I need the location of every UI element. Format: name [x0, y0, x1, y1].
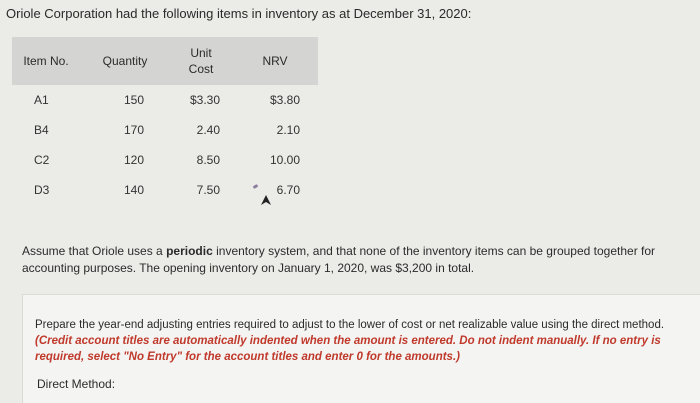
instruction-main: Prepare the year-end adjusting entries required to adjust to the lower of cost or net realizable value using the direct method.: [35, 319, 665, 331]
cell-quantity: 150: [123, 93, 144, 107]
cell-quantity: 140: [123, 183, 144, 197]
column-header-unit-cost: [170, 37, 232, 85]
cell-unit-cost: 2.40: [196, 123, 220, 137]
direct-method-label: Direct Method:: [37, 377, 116, 391]
cell-nrv: 6.70: [276, 183, 300, 197]
cell-quantity: 170: [123, 123, 144, 137]
instruction-paragraph: [35, 317, 685, 365]
table-row: [12, 115, 318, 145]
mouse-cursor-icon: [261, 195, 271, 207]
unit-cost-header-line1: Unit: [190, 46, 212, 60]
table-row: [12, 175, 318, 205]
cell-unit-cost: $3.30: [189, 93, 220, 107]
inventory-table: [12, 37, 318, 205]
cell-item: D3: [34, 183, 50, 197]
column-header-item: Item No.: [12, 37, 80, 85]
cell-nrv: 10.00: [269, 153, 300, 167]
column-header-nrv: NRV: [232, 37, 318, 85]
cell-item: B4: [34, 123, 49, 137]
page-title: Oriole Corporation had the following items in inventory as at December 31, 2020:: [6, 6, 472, 21]
instruction-panel: [22, 294, 700, 403]
periodic-emphasis: periodic: [166, 244, 213, 258]
cell-nrv: 2.10: [276, 123, 300, 137]
assumption-prefix: Assume that Oriole uses a: [22, 244, 167, 258]
cell-item: A1: [34, 93, 49, 107]
table-row: [12, 85, 318, 115]
column-header-quantity: Quantity: [80, 37, 170, 85]
instruction-note: (Credit account titles are automatically indented when the amount is entered. Do not indent manually. If no entry is required, select "No Entry" for the account titles and enter 0 for the amounts.): [35, 335, 661, 363]
table-row: [12, 145, 318, 175]
table-header-row: [12, 37, 318, 85]
cell-nrv: $3.80: [269, 93, 300, 107]
cell-unit-cost: 8.50: [196, 153, 220, 167]
cell-item: C2: [34, 153, 50, 167]
assumption-paragraph: [22, 243, 690, 277]
cell-unit-cost: 7.50: [196, 183, 220, 197]
unit-cost-header-line2: Cost: [188, 62, 214, 76]
cell-quantity: 120: [123, 153, 144, 167]
assumption-suffix: inventory system, and that none of the inventory items can be grouped together for accounting purposes. The opening inventory on January 1, 2020, was $3,200 in total.: [22, 244, 656, 275]
